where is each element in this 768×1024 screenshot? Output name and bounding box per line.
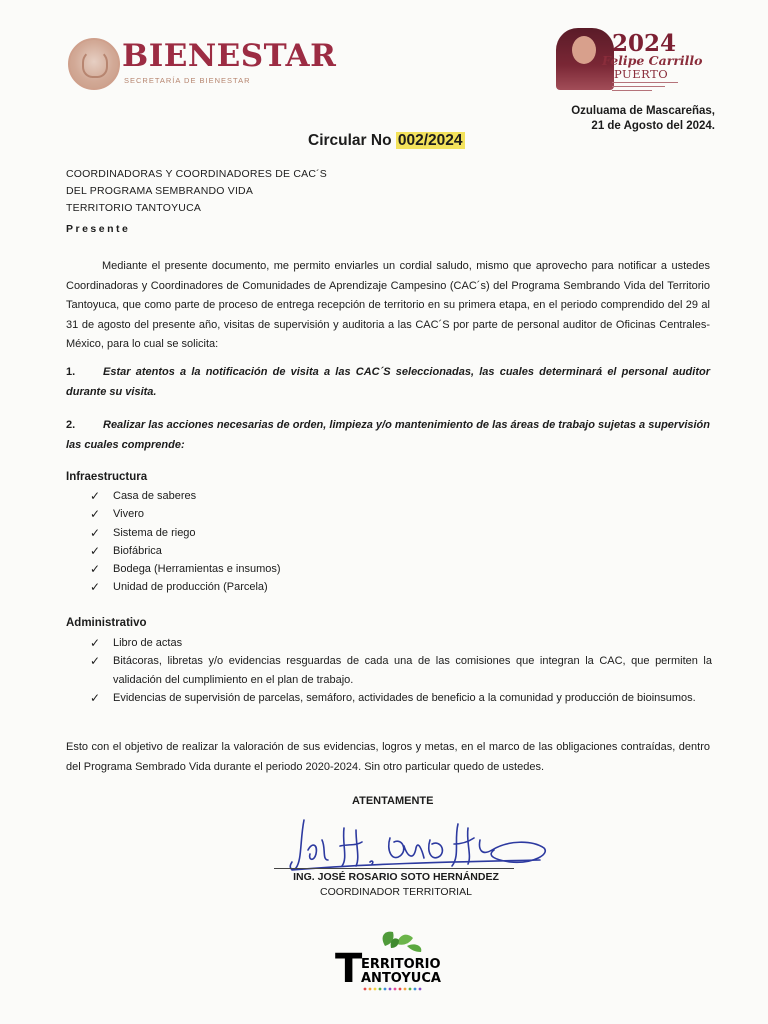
logo-initial: T xyxy=(335,946,363,992)
circular-label: Circular No xyxy=(308,132,392,149)
checkmark-icon: ✓ xyxy=(90,507,101,522)
request-text: Estar atentos a la notificación de visita a las CAC´S seleccionadas, las cuales determinará el personal auditor durante su visita. xyxy=(66,366,710,398)
infraestructura-list xyxy=(90,487,712,597)
list-item: ✓ Sistema de riego xyxy=(90,524,712,542)
brand-title: BIENESTAR xyxy=(122,38,337,74)
administrativo-heading: Administrativo xyxy=(66,617,147,629)
logo-line2: ANTOYUCA xyxy=(361,971,441,986)
list-item: ✓ Vivero xyxy=(90,505,712,523)
bienestar-seal-icon xyxy=(68,38,120,90)
list-item: ✓ Libro de actas xyxy=(90,634,712,652)
checkmark-icon: ✓ xyxy=(90,489,101,503)
checkmark-icon: ✓ xyxy=(90,636,101,650)
closing-paragraph: Esto con el objetivo de realizar la valoración de sus evidencias, logros y metas, en el marco de las obligaciones contraídas, dentro del Programa Sembrado Vida durante el periodo 2020-2024. Sin otro particular quedo de ustedes. xyxy=(66,741,710,773)
checkmark-icon: ✓ xyxy=(90,580,101,595)
greeting: Presente xyxy=(66,223,131,235)
list-item: ✓ Unidad de producción (Parcela) xyxy=(90,578,712,596)
checkmark-icon: ✓ xyxy=(90,562,101,577)
commemoration-surname: PUERTO xyxy=(614,67,669,81)
leaves-icon xyxy=(383,932,422,952)
circular-number: 002/2024 xyxy=(397,132,463,149)
list-item: ✓ Casa de saberes xyxy=(90,487,712,505)
date-text: 21 de Agosto del 2024. xyxy=(591,120,715,132)
list-item: ✓ Evidencias de supervisión de parcelas, semáforo, actividades de beneficio a la comunidad y producción de bioinsumos. xyxy=(90,689,712,707)
signer-name: ING. JOSÉ ROSARIO SOTO HERNÁNDEZ xyxy=(293,871,499,883)
administrativo-list xyxy=(90,634,712,707)
place-text: Ozuluama de Mascareñas, xyxy=(571,105,715,117)
recipient-line: COORDINADORAS Y COORDINADORES DE CAC´S xyxy=(66,168,327,180)
checkmark-icon: ✓ xyxy=(90,543,101,558)
request-number: 2. xyxy=(66,419,76,431)
checkmark-icon: ✓ xyxy=(90,654,101,669)
request-number: 1. xyxy=(66,366,76,378)
signature-line xyxy=(274,868,514,869)
request-item xyxy=(66,415,710,455)
checkmark-icon: ✓ xyxy=(90,690,101,705)
recipient-line: DEL PROGRAMA SEMBRANDO VIDA xyxy=(66,185,254,197)
checkmark-icon: ✓ xyxy=(90,525,101,540)
brand-subtitle: SECRETARÍA DE BIENESTAR xyxy=(124,76,251,85)
intro-paragraph: Mediante el presente documento, me permito enviarles un cordial saludo, mismo que aprovecho para notificar a ustedes Coordinadoras y Coordinadores de Comunidades de Aprendizaje Campesino (CAC´s) del Programa Sembrando Vida del Territorio Tantoyuca, que como parte de proceso de entrega recepción de territorio en su primera etapa, en el periodo comprendido del 29 al 31 de agosto del presente año, visitas de supervisión y auditoria a las CAC´S por parte de personal auditor de Oficinas Centrales- México, para lo cual se solicita: xyxy=(66,260,710,350)
list-item: ✓ Bodega (Herramientas e insumos) xyxy=(90,560,712,578)
logo-line1: ERRITORIO xyxy=(361,957,441,972)
infraestructura-heading: Infraestructura xyxy=(66,471,148,483)
handwritten-signature xyxy=(282,810,552,880)
list-item: ✓ Bitácoras, libretas y/o evidencias resguardas de cada una de las comisiones que integran la CAC, que permiten la validación del cumplimiento en el plan de trabajo. xyxy=(90,654,712,686)
signer-role: COORDINADOR TERRITORIAL xyxy=(320,886,472,898)
color-dots-icon xyxy=(364,988,422,991)
request-item xyxy=(66,362,710,402)
circular-title xyxy=(308,132,465,150)
list-item: ✓ Biofábrica xyxy=(90,542,712,560)
commemoration-name: Felipe Carrillo xyxy=(602,53,703,68)
recipient-line: TERRITORIO TANTOYUCA xyxy=(66,202,202,214)
request-text: Realizar las acciones necesarias de orden, limpieza y/o mantenimiento de las áreas de trabajo sujetas a supervisión las cuales comprende: xyxy=(66,419,710,451)
commemoration-fineprint xyxy=(612,81,678,91)
place-date xyxy=(571,104,715,134)
commemoration-year: 2024 xyxy=(612,30,677,57)
valediction: ATENTAMENTE xyxy=(352,795,434,807)
territorio-tantoyuca-logo xyxy=(335,926,455,996)
